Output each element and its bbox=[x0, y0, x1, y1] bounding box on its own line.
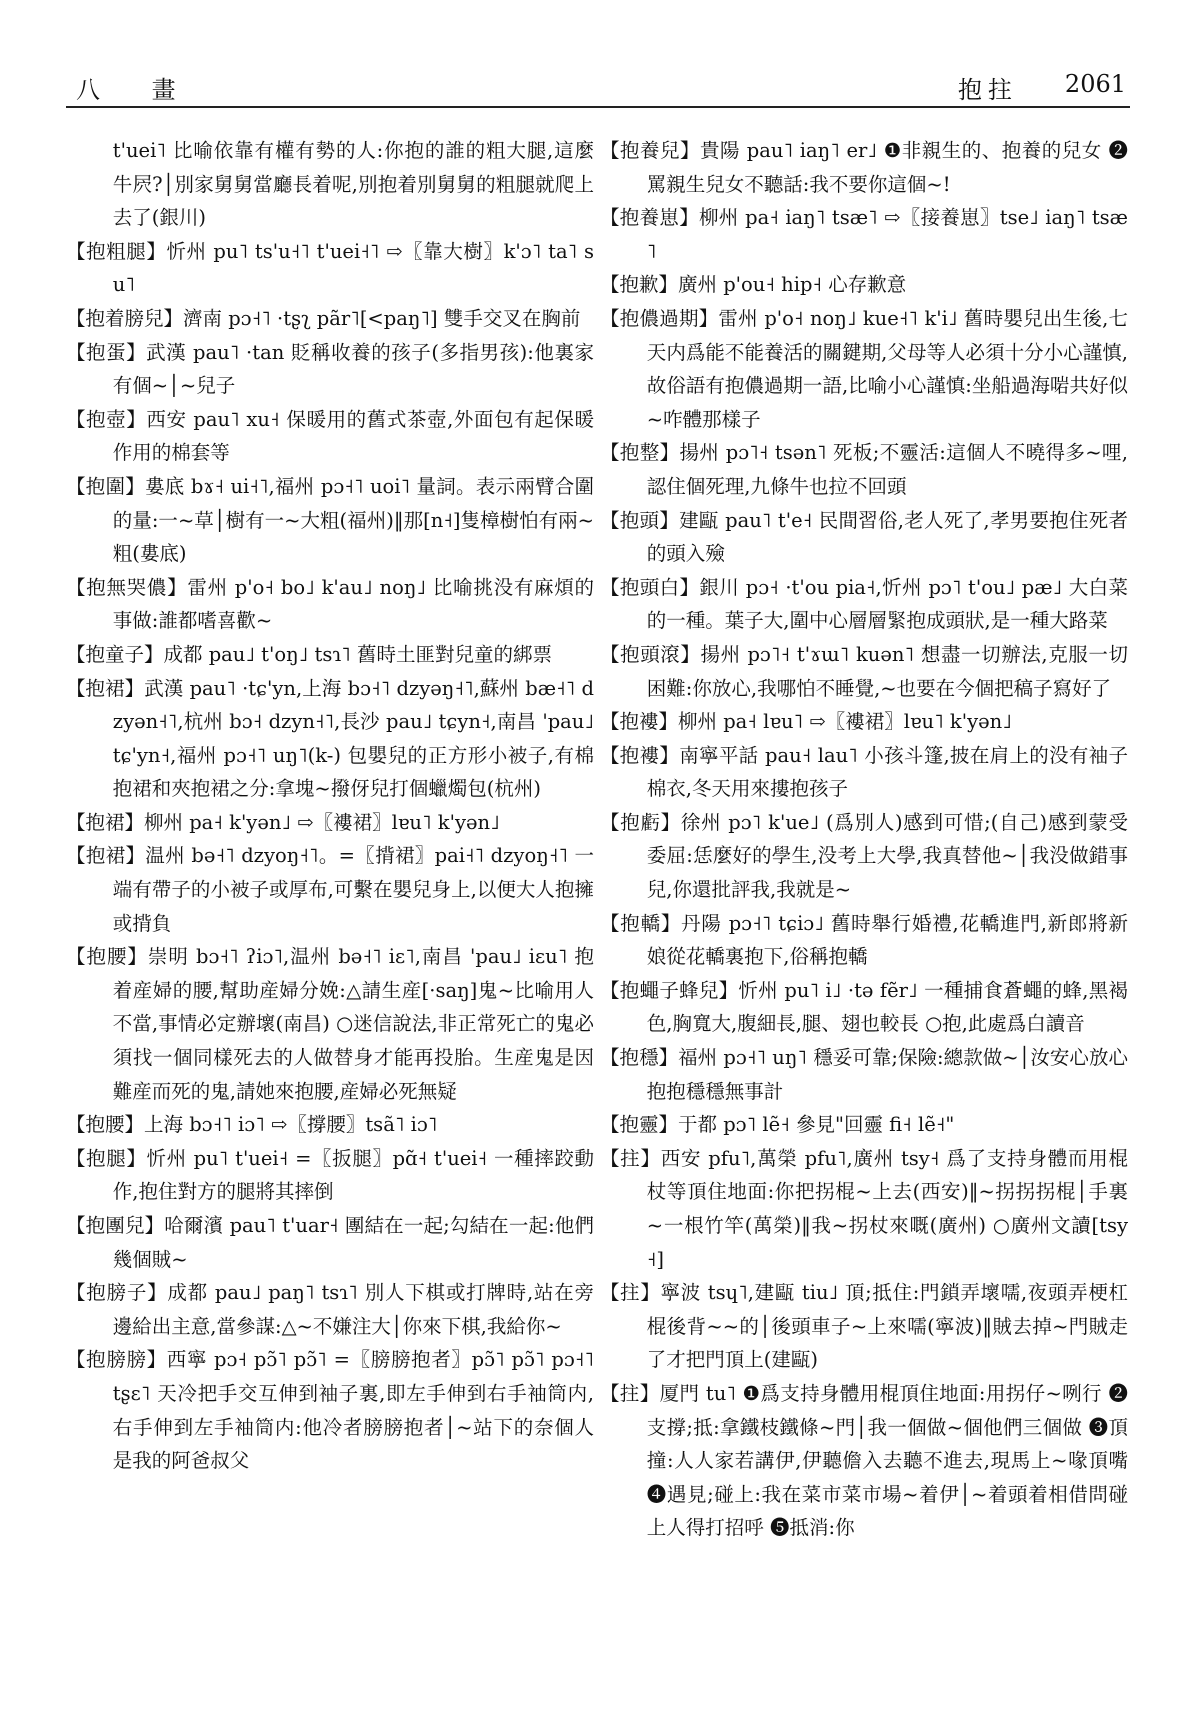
entry: 【抱儂過期】雷州 p'o˧ noŋ˩ kue˧˥ k'i˩ 舊時嬰兒出生後,七天内爲能不能養活的關鍵期,父母等人必須十分小心謹慎,故俗語有抱儂過期一語,比喻小心謹慎:坐船過海啱共好似~咋體那樣子 bbox=[600, 306, 1128, 431]
entry: 【抱靈】于都 pɔ˥ lẽ˧ 參見"回靈 fi˧ lẽ˧" bbox=[600, 1113, 955, 1137]
entry: 【抱團兒】哈爾濱 pau˥ t'uar˧ 團結在一起;勾結在一起:他們幾個賊~ bbox=[66, 1214, 594, 1271]
entry: 【抱圍】婁底 bɤ˧ ui˧˥,福州 pɔ˧˥ uoi˥ 量詞。表示兩臂合圍的量:一~草│樹有一~大粗(福州)‖那[n˧]隻樟樹怕有兩~粗(婁底) bbox=[66, 474, 594, 566]
entry: 【抱裙】武漢 pau˥ ·tɕ'yn,上海 bɔ˧˥ dzyəŋ˧˥,蘇州 bæ˧˥ dzyən˧˥,杭州 bɔ˧ dzyn˧˥,長沙 pau˩ tɕyn˧,南昌 'pau˩ tɕ'yn˧,福州 pɔ˧˥ uŋ˥(k-) 包嬰兒的正方形小被子,有棉抱裙和夾抱裙之分:拿塊~撥伢兒打個蠟燭包(杭州) bbox=[66, 676, 594, 801]
entry: 【抱着膀兒】濟南 pɔ˧˥ ·tʂʅ pãr˥[<paŋ˥] 雙手交叉在胸前 bbox=[66, 306, 581, 330]
entry: 【抱養兒】貴陽 pau˥ iaŋ˥ er˩ ❶非親生的、抱養的兒女 ❷罵親生兒女不聽話:我不要你這個~! bbox=[600, 139, 1128, 196]
page-number: 2061 bbox=[1064, 70, 1126, 98]
entry: 【抱腰】上海 bɔ˧˥ iɔ˥ ⇨〖撐腰〗tsã˥ iɔ˥ bbox=[66, 1113, 438, 1137]
entry: 【抱虧】徐州 pɔ˥ k'ue˩ (爲別人)感到可惜;(自己)感到蒙受委屈:恁麼好的學生,没考上大學,我真替他~│我没做錯事兒,你還批評我,我就是~ bbox=[600, 810, 1128, 902]
entry: 【抱壺】西安 pau˥ xu˧ 保暖用的舊式茶壺,外面包有起保暖作用的棉套等 bbox=[66, 407, 594, 465]
entry: 【拄】寧波 tsɥ˥,建甌 tiu˩ 頂;抵住:門鎖弄壞嚅,夜頭弄梗杠棍後背~~的│後頭車子~上來嚅(寧波)‖賊去掉~門賊走了才把門頂上(建甌) bbox=[600, 1281, 1128, 1372]
entry: 【抱裙】温州 bə˧˥ dzyoŋ˧˥。=〖揹裙〗pai˧˥ dzyoŋ˧˥ 一端有帶子的小被子或厚布,可繫在嬰兒身上,以便大人抱擁或揹負 bbox=[66, 844, 594, 935]
entry: 【抱頭】建甌 pau˥ t'e˧ 民間習俗,老人死了,孝男要抱住死者的頭入殮 bbox=[600, 508, 1128, 566]
entry: 【抱腿】忻州 pu˥ t'uei˧ =〖扳腿〗pɑ̃˧ t'uei˧ 一種摔跤動作,抱住對方的腿將其摔倒 bbox=[66, 1146, 594, 1204]
entry: 【拄】厦門 tu˥ ❶爲支持身體用棍頂住地面:用拐仔~咧行 ❷支撐;抵:拿鐵枝鐵條~門│我一個做~個他們三個做 ❸頂撞:人人家若講伊,伊聽儋入去聽不進去,現馬上~喙頂嘴 ❹遇見;碰上:我在菜市菜市場~着伊│~着頭着相借問碰上人得打招呼 ❺抵消:你 bbox=[600, 1381, 1128, 1540]
entry: 【抱整】揚州 pɔ˥˧ tsən˥ 死板;不靈活:這個人不曉得多~哩,認住個死理,九條牛也拉不回頭 bbox=[600, 441, 1128, 498]
left-column bbox=[66, 134, 594, 1478]
entry: 【抱歉】廣州 p'ou˧ hip˧ 心存歉意 bbox=[600, 273, 907, 297]
headword-range: 抱拄 bbox=[958, 76, 1018, 104]
entry: 【抱褸】南寧平話 pau˧ lau˥ 小孩斗篷,披在肩上的没有袖子棉衣,冬天用來摟抱孩子 bbox=[600, 743, 1128, 801]
entry: 【抱無哭儂】雷州 p'o˧ bo˩ k'au˩ noŋ˩ 比喻挑没有麻煩的事做:誰都嗜喜歡~ bbox=[66, 575, 594, 633]
entry: 【抱頭白】銀川 pɔ˧ ·t'ou pia˧,忻州 pɔ˥ t'ou˩ pæ˩ 大白菜的一種。葉子大,圍中心層層緊抱成頭狀,是一種大路菜 bbox=[600, 575, 1128, 633]
entry: 【抱蛋】武漢 pau˥ ·tan 貶稱收養的孩子(多指男孩):他裏家有個~│~兒子 bbox=[66, 340, 594, 398]
entry: 【抱腰】崇明 bɔ˧˥ ʔiɔ˥,温州 bə˧˥ iɛ˥,南昌 'pau˩ iɛu˥ 抱着産婦的腰,幫助産婦分娩:△請生産[·saŋ]鬼~比喻用人不當,事情必定辦壞(南昌) ○迷信說法,非正常死亡的鬼必須找一個同樣死去的人做替身才能再投胎。生産鬼是因難産而死的鬼,請她來抱腰,産婦必死無疑 bbox=[66, 945, 594, 1103]
entry: 【抱膀子】成都 pau˩ paŋ˥ tsɿ˥ 別人下棋或打牌時,站在旁邊給出主意,當參謀:△~不嫌注大│你來下棋,我給你~ bbox=[66, 1281, 594, 1338]
entry: 【抱童子】成都 pau˩ t'oŋ˩ tsɿ˥ 舊時土匪對兒童的綁票 bbox=[66, 642, 552, 666]
right-column bbox=[600, 134, 1128, 1545]
section-title: 八 畫 bbox=[76, 76, 198, 104]
entry: 【抱褸】柳州 pa˧ lɐu˥ ⇨〖褸裙〗lɐu˥ k'yən˩ bbox=[600, 710, 1012, 734]
entry: 【抱頭滾】揚州 pɔ˥˧ t'ɤɯ˥ kuən˥ 想盡一切辦法,克服一切困難:你放心,我哪怕不睡覺,~也要在今個把稿子寫好了 bbox=[600, 642, 1128, 700]
entry: 【抱膀膀】西寧 pɔ˧ pɔ̃˥ pɔ̃˥ =〖膀膀抱者〗pɔ̃˥ pɔ̃˥ pɔ˧˥ tʂɛ˥ 天冷把手交互伸到袖子裏,即左手伸到右手袖筒内,右手伸到左手袖筒内:他冷者膀膀抱者│~站下的奈個人是我的阿爸叔父 bbox=[66, 1348, 594, 1473]
entry: 【抱穩】福州 pɔ˧˥ uŋ˥ 穩妥可靠;保險:總款做~│汝安心放心抱抱穩穩無事計 bbox=[600, 1046, 1128, 1103]
entry: 【抱養崽】柳州 pa˧ iaŋ˥ tsæ˥ ⇨〖接養崽〗tse˩ iaŋ˥ tsæ˥ bbox=[600, 206, 1128, 263]
page-header bbox=[66, 64, 1130, 108]
entry: 【抱轎】丹陽 pɔ˧˥ tɕiɔ˩ 舊時舉行婚禮,花轎進門,新郎將新娘從花轎裏抱下,俗稱抱轎 bbox=[600, 911, 1128, 969]
entry: 【抱粗腿】忻州 pu˥ ts'u˧˥ t'uei˧˥ ⇨〖靠大樹〗k'ɔ˥ ta˥ su˥ bbox=[66, 239, 594, 297]
entry: 【抱蠅子蜂兒】忻州 pu˥ i˩ ·tə fẽr˩ 一種捕食蒼蠅的蜂,黑褐色,胸寬大,腹細長,腿、翅也較長 ○抱,此處爲白讀音 bbox=[600, 978, 1128, 1036]
entry: 【抱裙】柳州 pa˧ k'yən˩ ⇨〖褸裙〗lɐu˥ k'yən˩ bbox=[66, 810, 500, 834]
entry: 【拄】西安 pfu˥,萬榮 pfu˥,廣州 tsy˧ 爲了支持身體而用棍杖等頂住地面:你把拐棍~上去(西安)‖~拐拐拐棍│手裏~一根竹竿(萬榮)‖我~拐杖來嘅(廣州) ○廣州文讀[tsy˧] bbox=[600, 1146, 1128, 1271]
entry-continued: t'uei˥ 比喻依靠有權有勢的人:你抱的誰的粗大腿,這麼牛屄?│別家舅舅當廳長着呢,別抱着別舅舅的粗腿就爬上去了(銀川) bbox=[112, 139, 594, 230]
